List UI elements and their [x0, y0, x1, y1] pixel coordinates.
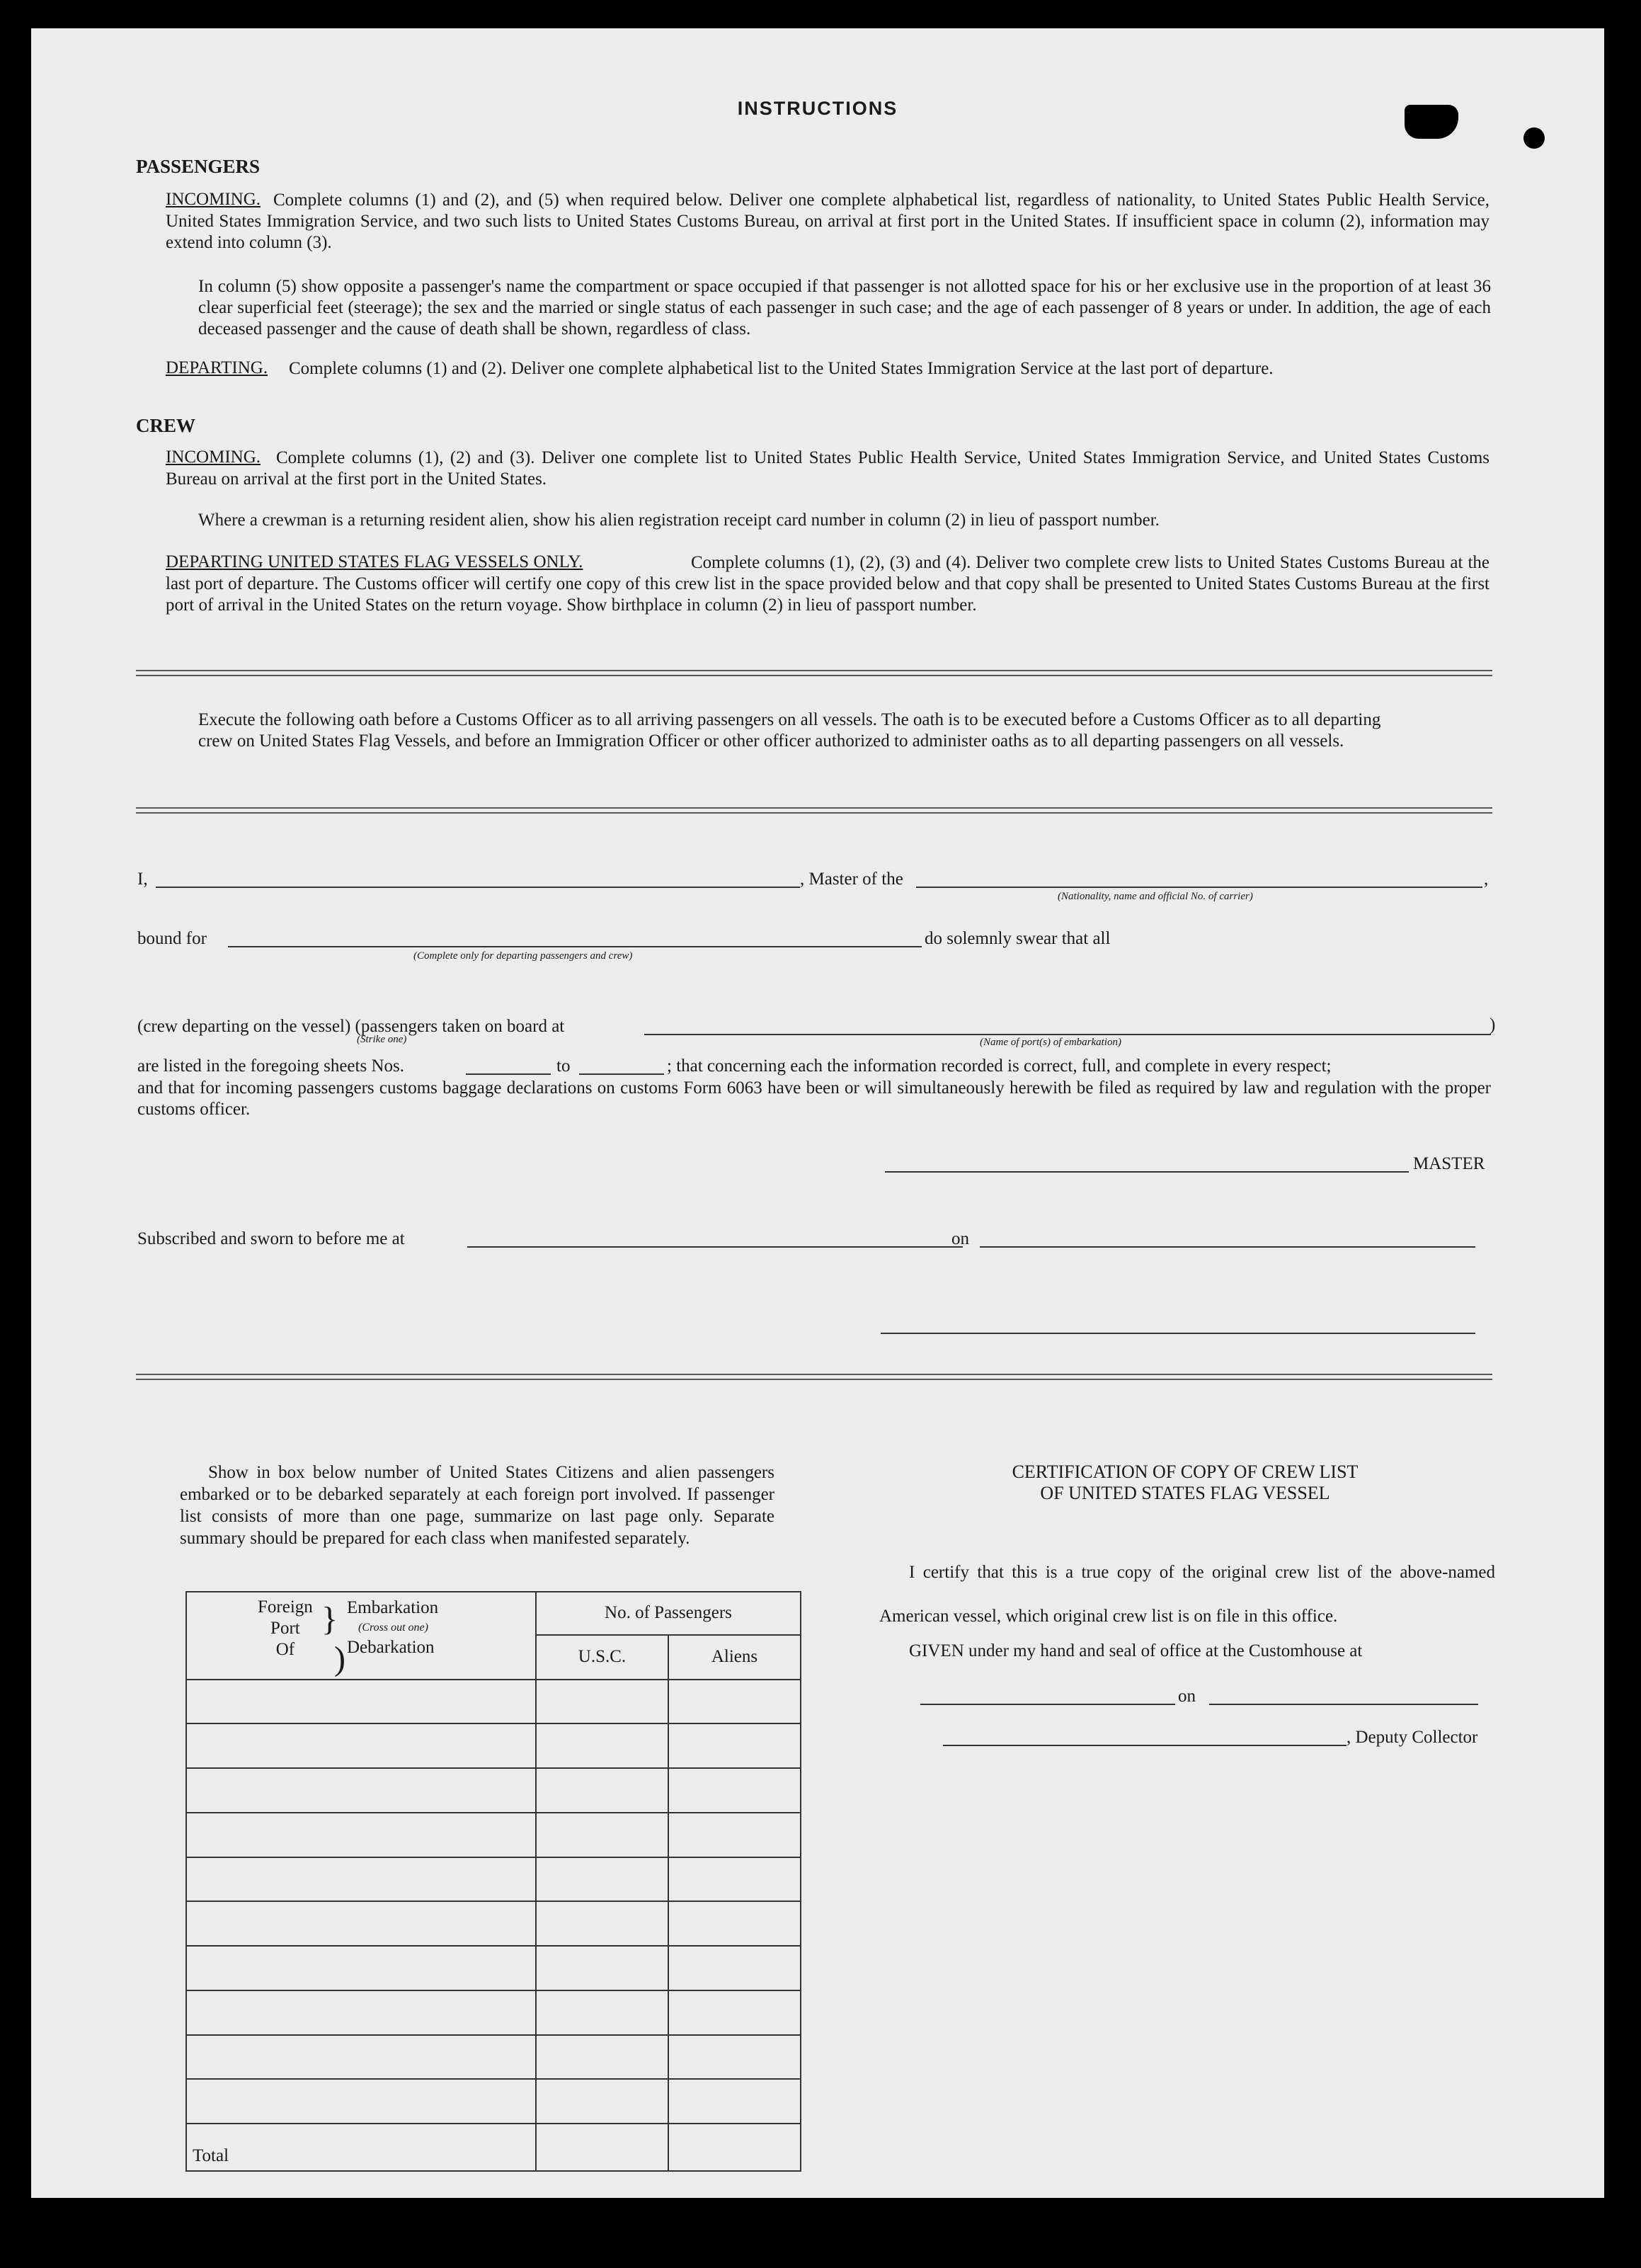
- usc-cell[interactable]: [536, 1857, 668, 1902]
- oath-subscribed: Subscribed and sworn to before me at: [137, 1229, 405, 1248]
- carrier-note: (Nationality, name and official No. of carrier): [1058, 891, 1253, 902]
- subscribed-at-field[interactable]: [467, 1246, 963, 1248]
- oath-listed-a: are listed in the foregoing sheets Nos.: [137, 1056, 404, 1076]
- divider-3: [136, 1374, 1492, 1380]
- total-aliens-cell[interactable]: [668, 2124, 801, 2171]
- aliens-cell[interactable]: [668, 1857, 801, 1902]
- oath-crew-departing: (crew departing on the vessel) (passengers taken on board at: [137, 1017, 565, 1036]
- port-cell[interactable]: [186, 2079, 536, 2124]
- table-row: [186, 2079, 801, 2124]
- crew-incoming-text: Complete columns (1), (2) and (3). Deliver one complete list to United States Public Health Service, United States Immigration Service, and United States Customs Bureau on arrival at the first port in the United States.: [166, 448, 1490, 489]
- passengers-departing-label: DEPARTING.: [166, 358, 268, 377]
- usc-cell[interactable]: [536, 1990, 668, 2035]
- port-cell[interactable]: [186, 1723, 536, 1768]
- usc-cell[interactable]: [536, 1901, 668, 1946]
- sheet-from-field[interactable]: [466, 1073, 551, 1075]
- crew-departing-text: Complete columns (1), (2), (3) and (4). Deliver two complete crew lists to United States Customs Bureau at the last port of departure. The Customs officer will certify one copy of this crew list in the space provided below and that copy shall be presented to United States Customs Bureau at the first port of arrival in the United States on the return voyage. Show birthplace in column (2) in lieu of passport number.: [166, 553, 1490, 615]
- passenger-summary-table: [185, 1591, 801, 2172]
- table-row: [186, 1857, 801, 1902]
- certification-title-1: CERTIFICATION OF COPY OF CREW LIST: [1012, 1461, 1359, 1482]
- col-cross: (Cross out one): [358, 1622, 428, 1634]
- punch-hole-mark: [1523, 127, 1545, 149]
- deputy-signature-line[interactable]: [943, 1745, 1346, 1746]
- usc-cell[interactable]: [536, 2035, 668, 2080]
- col-usc: U.S.C.: [536, 1635, 668, 1680]
- divider-1: [136, 670, 1492, 676]
- passengers-incoming-text: Complete columns (1) and (2), and (5) when required below. Deliver one complete alphabetical list, regardless of nationality, to United States Public Health Service, United States Immigration Service, and two such lists to United States Customs Bureau, on arrival at first port in the United States. If insufficient space in column (2), information may extend into column (3).: [166, 190, 1490, 252]
- crew-departing-label: DEPARTING UNITED STATES FLAG VESSELS ONLY.: [166, 552, 583, 571]
- passengers-heading: PASSENGERS: [136, 156, 261, 177]
- certification-given: GIVEN under my hand and seal of office at the Customhouse at: [909, 1641, 1363, 1660]
- table-row: [186, 1723, 801, 1768]
- aliens-cell[interactable]: [668, 1946, 801, 1990]
- divider-2: [136, 807, 1492, 814]
- certification-deputy: , Deputy Collector: [1346, 1728, 1478, 1747]
- port-cell[interactable]: [186, 1901, 536, 1946]
- col-debark: Debarkation: [347, 1638, 435, 1657]
- comma-mark: ,: [1484, 870, 1489, 889]
- total-label: Total: [186, 2124, 536, 2171]
- col-num: No. of Passengers: [536, 1592, 801, 1635]
- passengers-departing-text: Complete columns (1) and (2). Deliver one complete alphabetical list to the United States Immigration Service at the last port of departure.: [289, 359, 1274, 378]
- table-row: [186, 1990, 801, 2035]
- oath-listed-to: to: [556, 1056, 571, 1076]
- oath-bound-for: bound for: [137, 929, 207, 948]
- col-embark: Embarkation: [347, 1598, 439, 1617]
- officer-signature-line[interactable]: [881, 1333, 1475, 1334]
- table-row: [186, 1946, 801, 1990]
- table-row: [186, 1901, 801, 1946]
- oath-on: on: [951, 1229, 969, 1248]
- crew-heading: CREW: [136, 415, 196, 436]
- col-foreign: Foreign: [258, 1597, 313, 1617]
- usc-cell[interactable]: [536, 2079, 668, 2124]
- page-title: INSTRUCTIONS: [737, 98, 898, 119]
- aliens-cell[interactable]: [668, 1680, 801, 1724]
- usc-cell[interactable]: [536, 1723, 668, 1768]
- certification-on: on: [1178, 1687, 1196, 1706]
- sheet-to-field[interactable]: [579, 1073, 664, 1075]
- port-cell[interactable]: [186, 1768, 536, 1813]
- customhouse-field[interactable]: [920, 1704, 1175, 1705]
- brace-left: }: [321, 1600, 338, 1638]
- crew-incoming-label: INCOMING.: [166, 448, 261, 467]
- brace-right: ): [334, 1640, 345, 1677]
- usc-cell[interactable]: [536, 1946, 668, 1990]
- usc-cell[interactable]: [536, 1768, 668, 1813]
- passengers-incoming-label: INCOMING.: [166, 190, 261, 209]
- embark-note: (Name of port(s) of embarkation): [980, 1037, 1121, 1048]
- column5-text: In column (5) show opposite a passenger's name the compartment or space occupied if that passenger is not allotted space for his or her exclusive use in the proportion of at least 36 clear superficial feet (steerage); the sex and the married or single status of each passenger in such case; and the age of each passenger of 8 years or under. In addition, the age of each deceased passenger and the cause of death shall be shown, regardless of class.: [198, 277, 1491, 338]
- strike-one-note: (Strike one): [357, 1034, 407, 1045]
- table-row: [186, 1813, 801, 1857]
- aliens-cell[interactable]: [668, 1723, 801, 1768]
- oath-close-paren: ): [1490, 1015, 1496, 1035]
- certification-date-field[interactable]: [1209, 1704, 1478, 1705]
- form-page: [31, 28, 1604, 2198]
- oath-intro: Execute the following oath before a Customs Officer as to all arriving passengers on all vessels. The oath is to be executed before a Customs Officer as to all departing crew on United States Flag Vessels, and before an Immigration Officer or other officer authorized to administer oaths as to all departing passengers on all vessels.: [198, 710, 1381, 751]
- oath-master-of: , Master of the: [800, 870, 903, 889]
- port-cell[interactable]: [186, 1813, 536, 1857]
- carrier-field[interactable]: [916, 887, 1482, 888]
- crew-resident-text: Where a crewman is a returning resident alien, show his alien registration receipt card number in column (2) in lieu of passport number.: [198, 511, 1160, 530]
- oath-i-label: I,: [137, 870, 148, 889]
- table-row: [186, 1768, 801, 1813]
- bound-for-field[interactable]: [228, 946, 922, 947]
- aliens-cell[interactable]: [668, 1901, 801, 1946]
- aliens-cell[interactable]: [668, 2079, 801, 2124]
- usc-cell[interactable]: [536, 1680, 668, 1724]
- port-cell[interactable]: [186, 1990, 536, 2035]
- table-row: [186, 1680, 801, 1724]
- col-aliens: Aliens: [668, 1635, 801, 1680]
- port-cell[interactable]: [186, 1857, 536, 1902]
- bound-note: (Complete only for departing passengers and crew): [413, 950, 633, 962]
- port-cell[interactable]: [186, 2035, 536, 2080]
- table-row: [186, 2035, 801, 2080]
- col-port: Port: [270, 1619, 300, 1638]
- aliens-cell[interactable]: [668, 1990, 801, 2035]
- usc-cell[interactable]: [536, 1813, 668, 1857]
- summary-instructions: Show in box below number of United States Citizens and alien passengers embarked or to be debarked separately at each foreign port involved. If passenger list consists of more than one page, summarize on last page only. Separate summary should be prepared for each class when manifested separately.: [180, 1463, 774, 1548]
- embarkation-port-field[interactable]: [644, 1034, 1491, 1035]
- total-usc-cell[interactable]: [536, 2124, 668, 2171]
- total-row: [186, 2124, 801, 2171]
- certification-text: I certify that this is a true copy of the original crew list of the above-named American vessel, which original crew list is on file in this office.: [879, 1563, 1495, 1626]
- oath-master-label: MASTER: [1413, 1154, 1485, 1173]
- col-of: Of: [275, 1640, 295, 1659]
- port-header-cell: [186, 1592, 536, 1680]
- aliens-cell[interactable]: [668, 1768, 801, 1813]
- oath-listed-c: and that for incoming passengers customs baggage declarations on customs Form 6063 have been or will simultaneously herewith be filed as required by law and regulation with the proper customs officer.: [137, 1078, 1491, 1119]
- aliens-cell[interactable]: [668, 2035, 801, 2080]
- aliens-cell[interactable]: [668, 1813, 801, 1857]
- certification-title-2: OF UNITED STATES FLAG VESSEL: [1040, 1483, 1330, 1503]
- port-cell[interactable]: [186, 1946, 536, 1990]
- subscribed-date-field[interactable]: [980, 1246, 1475, 1248]
- port-cell[interactable]: [186, 1680, 536, 1724]
- master-name-field[interactable]: [156, 887, 800, 888]
- master-signature-line[interactable]: [885, 1171, 1409, 1173]
- oath-listed-b: ; that concerning each the information recorded is correct, full, and complete in every respect;: [667, 1056, 1332, 1076]
- oath-swear: do solemnly swear that all: [925, 929, 1111, 948]
